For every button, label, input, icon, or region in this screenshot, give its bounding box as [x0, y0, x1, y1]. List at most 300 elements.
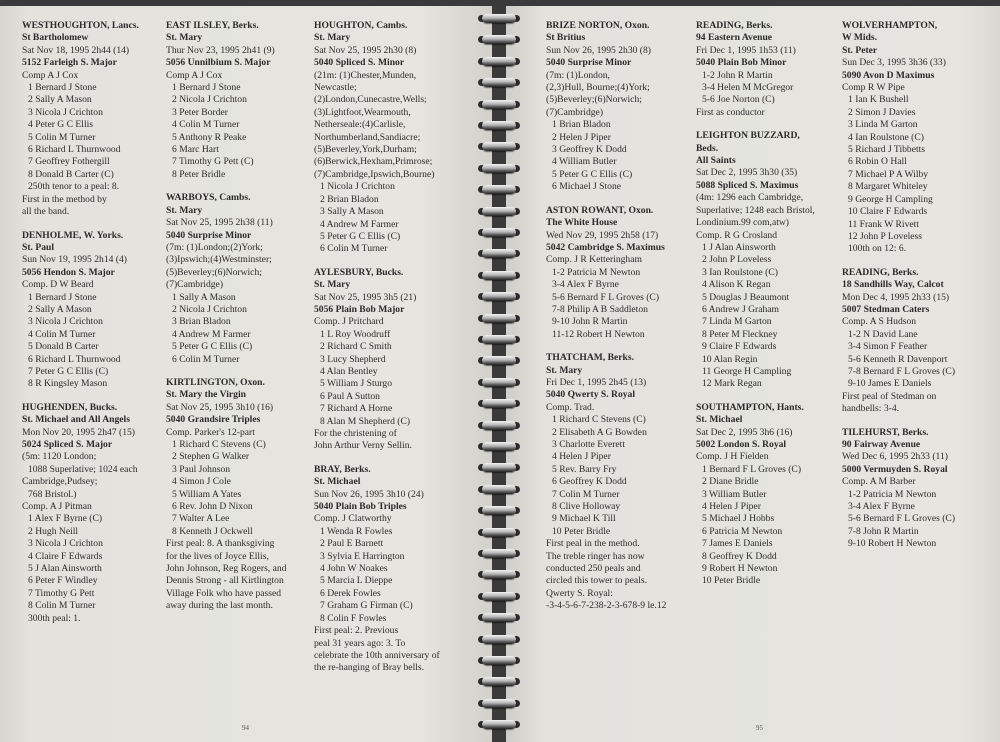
spiral-ring	[482, 677, 516, 686]
entry-line: 2 Nicola J Crichton	[172, 94, 247, 106]
entry-line: 1 J Alan Ainsworth	[702, 241, 776, 253]
entry-tower: St. Paul	[22, 241, 54, 253]
entry-tower: St. Michael	[696, 414, 743, 426]
page-number-left: 94	[242, 724, 249, 732]
entry-line: Sun Dec 3, 1995 3h36 (33)	[842, 57, 946, 69]
entry-line: Londinium.99 com,atw)	[696, 217, 789, 229]
spiral-ring	[482, 463, 516, 472]
entry-method: 5040 Grandsire Triples	[166, 414, 261, 426]
entry-line: 4 Andrew M Farmer	[320, 218, 399, 230]
peal-entry	[546, 20, 666, 194]
entry-line: 4 Alison K Regan	[702, 279, 771, 291]
spiral-ring	[482, 14, 516, 23]
entry-line: 768 Bristol.)	[28, 488, 77, 500]
peal-entry	[842, 427, 955, 551]
entry-line: 1 Wenda R Fowles	[320, 525, 393, 537]
entry-line: 11 Frank W Rivett	[848, 218, 919, 230]
entry-line: 2 Brian Bladon	[320, 193, 379, 205]
peal-entry	[166, 192, 286, 366]
entry-line: John Arthur Verny Sellin.	[314, 440, 412, 452]
entry-place: WESTHOUGHTON, Lancs.	[22, 20, 139, 31]
spiral-ring	[482, 528, 516, 537]
entry-line: 9 Michael K Till	[552, 513, 616, 525]
entry-line: 7 Geoffrey Fothergill	[28, 156, 110, 168]
entry-line: 8 Geoffrey K Dodd	[702, 550, 777, 562]
entry-line: 5 Rev. Barry Fry	[552, 463, 617, 475]
entry-tower: 90 Fairway Avenue	[842, 439, 921, 450]
entry-tower: St. Mary	[314, 32, 351, 44]
entry-line: 100th on 12: 6.	[848, 243, 907, 255]
entry-line: For the christening of	[314, 428, 397, 439]
spiral-ring	[482, 356, 516, 365]
entry-line: 8 Colin F Fowles	[320, 612, 387, 624]
entry-line: 11 George H Campling	[702, 365, 792, 377]
spiral-ring	[482, 207, 516, 216]
entry-line: 1 Bernard J Stone	[28, 291, 97, 303]
entry-line: (7m: (1)London;(2)York;	[166, 241, 263, 253]
peal-entry	[696, 402, 815, 588]
entry-line: 6 Colin M Turner	[172, 353, 240, 365]
entry-line: 8 Margaret Whiteley	[848, 181, 928, 193]
entry-tower: St. Mary	[166, 32, 203, 44]
entry-line: 3 Geoffrey K Dodd	[552, 144, 627, 156]
entry-line: Comp. A S Hudson	[842, 316, 917, 328]
entry-line: 3 Nicola J Crichton	[28, 106, 103, 118]
entry-line: 2 Elisabeth A G Bowden	[552, 426, 647, 438]
entry-line: (2,3)Hull, Bourne;(4)York;	[546, 82, 650, 94]
entry-line: 1 L Roy Woodruff	[320, 328, 391, 340]
entry-tower: St. Mary the Virgin	[166, 389, 246, 401]
entry-line: circled this tower to peals.	[546, 575, 647, 587]
entry-line: 2 Stephen G Walker	[172, 451, 250, 463]
entry-line: 5 Douglas J Beaumont	[702, 291, 790, 303]
entry-line: 1-2 John R Martin	[702, 69, 773, 81]
entry-line: 8 Peter Bridle	[172, 168, 226, 180]
entry-line: 4 Colin M Turner	[28, 328, 96, 340]
spiral-ring	[482, 271, 516, 280]
entry-line: 1 Bernard J Stone	[172, 82, 241, 94]
peal-entry	[166, 20, 286, 181]
peal-entry	[842, 267, 955, 416]
entry-line: Cambridge,Pudsey;	[22, 476, 98, 488]
spiral-ring	[482, 592, 516, 601]
spiral-ring	[482, 570, 516, 579]
entry-line: First peal: 2. Previous	[314, 625, 399, 637]
entry-line: (5)Beverley,York,Durham;	[314, 144, 417, 156]
entry-line: 3 Ian Roulstone (C)	[702, 266, 778, 278]
entry-line: 5 Peter G C Ellis (C)	[172, 341, 253, 353]
entry-line: 10 Claire F Edwards	[848, 206, 928, 218]
entry-line: 2 Hugh Neill	[28, 525, 79, 537]
spiral-ring	[482, 442, 516, 451]
entry-line: 5-6 Bernard F L Groves (C)	[552, 291, 660, 303]
entry-line: 3 Sally A Mason	[320, 206, 384, 218]
entry-line: (2)London,Cunecastre,Wells;	[314, 94, 427, 106]
entry-line: 5 William J Sturgo	[320, 378, 393, 390]
entry-tower: 94 Eastern Avenue	[696, 32, 773, 44]
entry-line: -3-4-5-6-7-238-2-3-678-9 le.12	[546, 600, 667, 612]
entry-line: 6 Marc Hart	[172, 144, 219, 156]
entry-line: John Johnson, Reg Rogers, and	[166, 563, 287, 575]
entry-line: 7 James E Daniels	[702, 538, 773, 550]
entry-line: First as conductor	[696, 106, 765, 118]
spiral-ring	[482, 228, 516, 237]
entry-line: 3 Lucy Shepherd	[320, 353, 386, 365]
entry-tower: All Saints	[696, 155, 736, 167]
spiral-ring	[482, 506, 516, 515]
entry-tower: St. Mary	[314, 279, 351, 291]
entry-method: 5088 Spliced S. Maximus	[696, 179, 799, 191]
entry-line: Comp. R G Crosland	[696, 229, 778, 241]
entry-tower: The White House	[546, 217, 618, 229]
entry-line: 7 Colin M Turner	[552, 488, 620, 500]
page-number-right: 95	[756, 724, 763, 732]
right-column-3	[842, 20, 955, 562]
entry-method: 5040 Surprise Minor	[546, 57, 632, 69]
entry-line: Comp. D W Beard	[22, 279, 94, 291]
spiral-ring	[482, 399, 516, 408]
entry-place: THATCHAM, Berks.	[546, 352, 635, 364]
entry-line: celebrate the 10th anniversary of	[314, 649, 440, 661]
entry-method: 5090 Avon D Maximus	[842, 69, 935, 81]
entry-line: (3)Lightfoot,Wearmouth,	[314, 106, 411, 118]
entry-line: 6 Derek Fowles	[320, 587, 381, 599]
entry-line: 3-4 Alex F Byrne	[848, 501, 915, 513]
entry-line: Sat Nov 18, 1995 2h44 (14)	[22, 44, 130, 56]
entry-line: 8 Kenneth J Ockwell	[172, 525, 253, 537]
entry-line: 7 Graham G Firman (C)	[320, 600, 413, 612]
entry-line: 4 Peter G C Ellis	[28, 119, 94, 131]
entry-line: Wed Dec 6, 1995 2h33 (11)	[842, 451, 948, 463]
entry-line: 3 William Butler	[702, 488, 767, 500]
spiral-ring	[482, 699, 516, 708]
spiral-binding	[480, 0, 520, 742]
entry-line: 3 Charlotte Everett	[552, 439, 625, 450]
entry-line: First peal: 8. A thanksgiving	[166, 538, 275, 550]
entry-line: Qwerty S. Royal:	[546, 587, 613, 599]
peal-entry	[166, 377, 286, 613]
entry-line: 12 Mark Regan	[702, 378, 762, 390]
entry-tower: Beds.	[696, 142, 719, 154]
entry-method: 5040 Spliced S. Minor	[314, 57, 405, 69]
left-column-1	[22, 20, 139, 636]
entry-line: (4m: 1296 each Cambridge,	[696, 192, 804, 204]
entry-line: 3-4 Simon F Feather	[848, 341, 928, 353]
entry-line: 7 Richard A Horne	[320, 403, 393, 415]
spiral-ring	[482, 78, 516, 87]
entry-line: conducted 250 peals and	[546, 563, 641, 575]
entry-line: 4 John W Noakes	[320, 563, 388, 575]
entry-line: 4 William Butler	[552, 156, 617, 168]
peal-entry	[696, 20, 815, 119]
entry-line: 2 Helen J Piper	[552, 131, 611, 143]
entry-line: Village Folk who have passed	[166, 587, 282, 599]
entry-line: 6 Patricia M Newton	[702, 525, 783, 537]
entry-line: the re-hanging of Bray bells.	[314, 662, 425, 674]
entry-line: 5 Peter G C Ellis (C)	[320, 230, 401, 242]
entry-line: 1 Alex F Byrne (C)	[28, 513, 103, 525]
entry-line: 5 Donald B Carter	[28, 341, 99, 353]
spiral-ring	[482, 185, 516, 194]
entry-line: (21m: (1)Chester,Munden,	[314, 69, 417, 81]
entry-line: 9 Claire F Edwards	[702, 341, 777, 353]
entry-place: AYLESBURY, Bucks.	[314, 266, 404, 278]
entry-line: 7 Peter G C Ellis (C)	[28, 365, 109, 377]
entry-line: 5 Marcia L Dieppe	[320, 575, 393, 587]
entry-line: 2 Diane Bridle	[702, 476, 759, 488]
entry-tower: St Britius	[546, 32, 586, 44]
spiral-ring	[482, 335, 516, 344]
entry-line: 5 J Alan Ainsworth	[28, 563, 102, 575]
entry-place: WOLVERHAMPTON,	[842, 20, 938, 31]
entry-line: 3 Brian Bladon	[172, 316, 231, 328]
entry-method: 5056 Plain Bob Major	[314, 303, 405, 315]
entry-line: 9-10 James E Daniels	[848, 378, 932, 390]
spiral-ring	[482, 292, 516, 301]
entry-line: 5 William A Yates	[172, 488, 242, 500]
entry-line: 7-8 Bernard F L Groves (C)	[848, 365, 956, 377]
entry-line: Northumberland,Sandiacre;	[314, 131, 421, 143]
spiral-ring	[482, 421, 516, 430]
entry-line: Wed Nov 29, 1995 2h58 (17)	[546, 229, 659, 241]
entry-line: 3 Paul Johnson	[172, 463, 231, 475]
entry-line: 2 Paul E Barnett	[320, 538, 384, 550]
entry-line: Sat Nov 25, 1995 2h38 (11)	[166, 217, 273, 229]
entry-line: 3 Nicola J Crichton	[28, 538, 103, 550]
entry-line: 3 Nicola J Crichton	[28, 316, 103, 328]
spiral-ring	[482, 613, 516, 622]
spiral-ring	[482, 249, 516, 258]
peal-entry	[696, 130, 815, 391]
entry-line: Newcastle;	[314, 82, 357, 94]
spiral-ring	[482, 57, 516, 66]
entry-line: 7-8 John R Martin	[848, 525, 919, 537]
entry-line: 6 Paul A Sutton	[320, 390, 380, 402]
entry-place: BRIZE NORTON, Oxon.	[546, 20, 650, 31]
entry-line: 5-6 Bernard F L Groves (C)	[848, 513, 956, 525]
entry-line: 6 Rev. John D Nixon	[172, 501, 253, 513]
entry-line: Sat Nov 25, 1995 3h10 (16)	[166, 401, 274, 413]
entry-line: Comp. A J Pitman	[22, 501, 92, 513]
peal-entry	[22, 20, 139, 219]
entry-line: 5 Peter G C Ellis (C)	[552, 168, 633, 180]
entry-line: 2 Nicola J Crichton	[172, 303, 247, 315]
entry-line: 2 Simon J Davies	[848, 106, 916, 118]
entry-line: 1 Brian Bladon	[552, 119, 611, 131]
entry-line: Sun Nov 19, 1995 2h14 (4)	[22, 254, 127, 266]
left-column-2	[166, 20, 286, 624]
entry-line: 3-4 Helen M McGregor	[702, 82, 794, 94]
entry-line: all the band.	[22, 206, 70, 218]
entry-line: 1-2 Patricia M Newton	[552, 266, 641, 278]
entry-line: 1 Bernard J Stone	[28, 82, 97, 94]
peal-entry	[546, 352, 666, 613]
entry-line: for the lives of Joyce Ellis,	[166, 550, 269, 562]
entry-line: 4 Helen J Piper	[552, 451, 611, 463]
right-column-1	[546, 20, 666, 624]
peal-entry	[314, 267, 440, 453]
left-column-3	[314, 20, 440, 686]
entry-line: 1-2 N David Lane	[848, 328, 918, 340]
right-page	[506, 6, 1000, 742]
entry-place: TILEHURST, Berks.	[842, 426, 929, 438]
entry-line: Comp. J R Ketteringham	[546, 254, 642, 266]
entry-method: 5040 Plain Bob Triples	[314, 501, 407, 513]
entry-line: 6 Andrew J Graham	[702, 303, 779, 315]
entry-line: 7-8 Philip A B Saddleton	[552, 303, 648, 315]
entry-line: (7)Cambridge)	[546, 106, 604, 118]
entry-line: 1 Ian K Bushell	[848, 94, 909, 106]
spiral-ring	[482, 656, 516, 665]
entry-line: (7)Cambridge)	[166, 279, 224, 291]
entry-line: 2 Sally A Mason	[28, 94, 92, 106]
entry-place: WARBOYS, Cambs.	[166, 192, 251, 204]
entry-line: 9-10 John R Martin	[552, 316, 628, 328]
entry-line: 7 Timothy G Pett	[28, 587, 95, 599]
entry-line: Sat Dec 2, 1995 3h6 (16)	[696, 426, 793, 438]
entry-line: 6 Peter F Windley	[28, 575, 98, 587]
entry-method: 5000 Vermuyden S. Royal	[842, 463, 948, 475]
entry-line: 2 Sally A Mason	[28, 303, 92, 315]
entry-line: 1-2 Patricia M Newton	[848, 488, 937, 500]
entry-line: 5-6 Joe Norton (C)	[702, 94, 775, 106]
entry-place: READING, Berks.	[696, 20, 773, 31]
entry-line: 9 George H Campling	[848, 193, 933, 205]
entry-line: 5-6 Kenneth R Davenport	[848, 353, 948, 365]
spiral-ring	[482, 635, 516, 644]
entry-place: READING, Berks.	[842, 266, 919, 278]
entry-method: 5056 Unnilbium S. Major	[166, 57, 271, 69]
entry-line: 1 Sally A Mason	[172, 291, 236, 303]
entry-line: Thur Nov 23, 1995 2h41 (9)	[166, 44, 275, 56]
entry-place: HUGHENDEN, Bucks.	[22, 401, 118, 413]
entry-line: 3 Linda M Garton	[848, 119, 918, 131]
spiral-ring	[482, 378, 516, 387]
entry-line: Comp A J Cox	[166, 69, 223, 81]
entry-line: (6)Berwick,Hexham,Primrose;	[314, 156, 433, 168]
entry-line: 9-10 Robert H Newton	[848, 538, 937, 550]
entry-line: Comp R W Pipe	[842, 82, 905, 94]
entry-line: 4 Andrew M Farmer	[172, 328, 251, 340]
entry-place: LEIGHTON BUZZARD,	[696, 130, 800, 142]
entry-line: Sat Dec 2, 1995 3h30 (35)	[696, 167, 798, 179]
entry-line: (7)Cambridge,Ipswich,Bourne)	[314, 168, 435, 180]
entry-place: BRAY, Berks.	[314, 463, 371, 475]
entry-line: Fri Dec 1, 1995 1h53 (11)	[696, 44, 796, 56]
entry-line: 4 Claire F Edwards	[28, 550, 103, 562]
entry-place: ASTON ROWANT, Oxon.	[546, 204, 654, 216]
spiral-ring	[482, 164, 516, 173]
entry-line: away during the last month.	[166, 600, 273, 612]
entry-line: 3 Sylvia E Harrington	[320, 550, 405, 562]
entry-line: First in the method by	[22, 193, 107, 205]
entry-line: 8 Donald B Carter (C)	[28, 168, 114, 180]
entry-tower: W Mids.	[842, 32, 878, 44]
entry-line: 12 John P Loveless	[848, 230, 922, 242]
entry-line: Mon Nov 20, 1995 2h47 (15)	[22, 426, 135, 438]
entry-line: First peal in the method.	[546, 538, 640, 550]
spiral-ring	[482, 142, 516, 151]
entry-line: 11-12 Robert H Newton	[552, 328, 645, 340]
entry-line: (3)Ipswich;(4)Westminster;	[166, 254, 272, 266]
entry-line: 6 Richard L Thurnwood	[28, 144, 121, 156]
entry-line: 7 Linda M Garton	[702, 316, 772, 328]
peal-entry	[546, 205, 666, 341]
entry-line: 6 Robin O Hall	[848, 156, 907, 168]
entry-line: 10 Peter Bridle	[552, 525, 611, 537]
entry-line: peal 31 years ago: 3. To	[314, 637, 406, 649]
spiral-ring	[482, 720, 516, 729]
left-page	[0, 6, 492, 742]
entry-place: KIRTLINGTON, Oxon.	[166, 376, 265, 388]
right-column-2	[696, 20, 815, 599]
entry-line: 5 Richard J Tibbetts	[848, 144, 926, 156]
entry-line: Fri Dec 1, 1995 2h45 (13)	[546, 376, 647, 388]
peal-entry	[314, 20, 440, 256]
entry-line: 8 Clive Holloway	[552, 501, 621, 513]
entry-line: 8 Alan M Shepherd (C)	[320, 415, 411, 427]
entry-line: Comp. J Pritchard	[314, 316, 384, 328]
entry-line: 8 Peter M Fleckney	[702, 328, 778, 340]
entry-line: Sat Nov 25, 1995 2h30 (8)	[314, 44, 417, 56]
entry-line: 3-4 Alex F Byrne	[552, 279, 619, 291]
entry-line: 7 Michael P A Wilby	[848, 168, 929, 180]
entry-method: 5040 Plain Bob Minor	[696, 57, 787, 69]
entry-place: SOUTHAMPTON, Hants.	[696, 401, 804, 413]
entry-line: 8 Colin M Turner	[28, 600, 96, 612]
entry-tower: St. Michael	[314, 476, 361, 488]
entry-line: (7m: (1)London,	[546, 69, 610, 81]
entry-line: 300th peal: 1.	[28, 612, 81, 624]
entry-line: 7 Walter A Lee	[172, 513, 230, 525]
entry-line: 6 Richard L Thurnwood	[28, 353, 121, 365]
entry-method: 5007 Stedman Caters	[842, 303, 930, 315]
entry-line: 1 Bernard F L Groves (C)	[702, 463, 802, 475]
entry-line: Sun Nov 26, 1995 2h30 (8)	[546, 44, 651, 56]
entry-place: DENHOLME, W. Yorks.	[22, 229, 124, 241]
entry-method: 5002 London S. Royal	[696, 439, 787, 450]
entry-tower: St. Mary	[166, 204, 203, 216]
entry-place: EAST ILSLEY, Berks.	[166, 20, 259, 31]
entry-method: 5024 Spliced S. Major	[22, 439, 113, 450]
spiral-ring	[482, 121, 516, 130]
entry-line: Comp. A M Barber	[842, 476, 916, 488]
entry-tower: 18 Sandhills Way, Calcot	[842, 279, 944, 291]
entry-tower: St. Mary	[546, 364, 583, 376]
entry-method: 5056 Hendon S. Major	[22, 266, 115, 278]
entry-tower: St. Michael and All Angels	[22, 414, 130, 426]
entry-line: Sun Nov 26, 1995 3h10 (24)	[314, 488, 424, 500]
entry-method: 5152 Farleigh S. Major	[22, 57, 117, 69]
entry-line: Sat Nov 25, 1995 3h5 (21)	[314, 291, 417, 303]
entry-line: (5m: 1120 London;	[22, 451, 97, 463]
entry-line: (5)Beverley;(6)Norwich;	[546, 94, 642, 106]
entry-line: Comp A J Cox	[22, 69, 79, 81]
entry-method: 5040 Qwerty S. Royal	[546, 389, 635, 401]
peal-entry	[22, 230, 139, 391]
entry-line: 4 Ian Roulstone (C)	[848, 131, 924, 143]
peal-entry	[842, 20, 955, 256]
peal-entry	[314, 464, 440, 675]
spiral-ring	[482, 485, 516, 494]
entry-line: First peal of Stedman on	[842, 390, 937, 402]
spiral-ring	[482, 100, 516, 109]
entry-line: The treble ringer has now	[546, 550, 645, 562]
entry-line: 4 Simon J Cole	[172, 476, 231, 488]
entry-line: Comp. J H Fielden	[696, 451, 769, 463]
entry-line: 2 John P Loveless	[702, 254, 772, 266]
entry-line: 3 Peter Border	[172, 106, 228, 118]
